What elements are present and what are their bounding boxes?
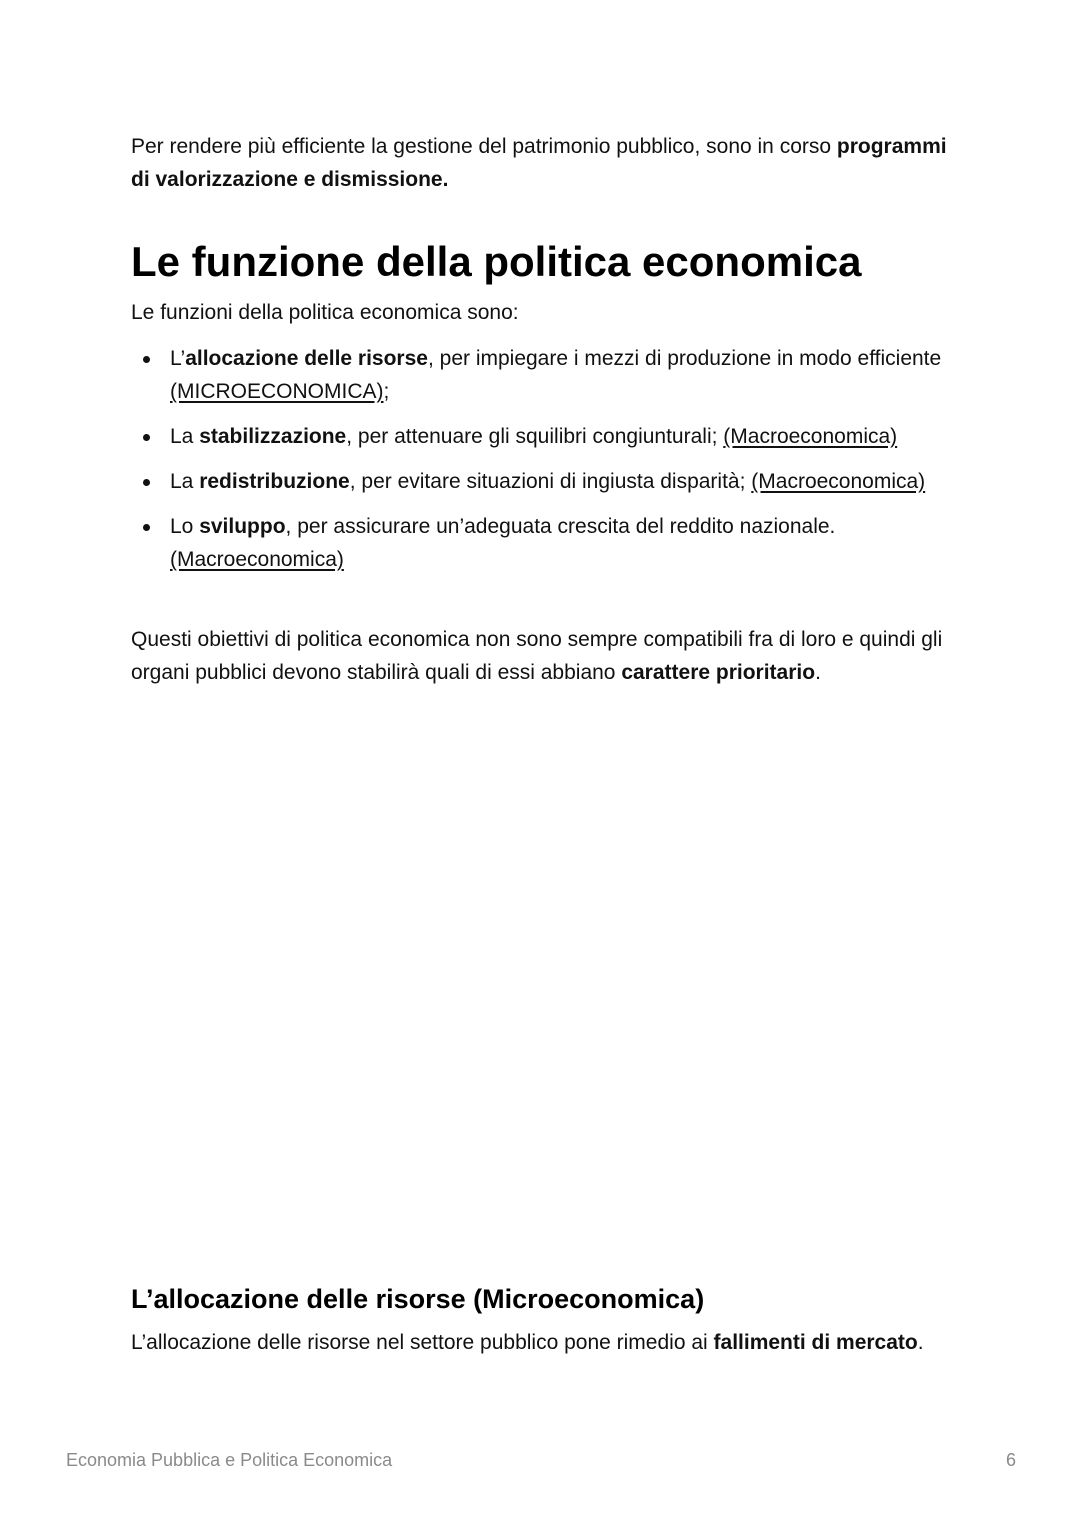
- list-item: [131, 420, 961, 453]
- section-heading: Le funzione della politica economica: [131, 238, 862, 285]
- item-prefix: L’: [170, 347, 186, 370]
- subsection-bold: fallimenti di mercato: [713, 1331, 918, 1354]
- item-prefix: La: [170, 425, 200, 448]
- section-lead: Le funzioni della politica economica sono:: [131, 301, 519, 324]
- page-number: 6: [1005, 1450, 1016, 1470]
- subsection-end: .: [917, 1331, 924, 1354]
- item-text: , per evitare situazioni di ingiusta disparità;: [349, 470, 752, 493]
- item-bold: stabilizzazione: [199, 425, 347, 448]
- bullet-icon: [143, 356, 150, 363]
- item-text: , per attenuare gli squilibri congiunturali;: [346, 425, 724, 448]
- item-text: , per assicurare un’adeguata crescita del reddito nazionale.: [285, 515, 836, 538]
- list-item: [131, 510, 961, 576]
- item-text: , per impiegare i mezzi di produzione in modo efficiente: [427, 347, 942, 370]
- list-item: [131, 342, 961, 408]
- intro-bold: programmi di valorizzazione e dismissione.: [131, 135, 947, 191]
- item-suffix: ;: [383, 380, 390, 403]
- item-tag: (Macroeconomica): [170, 548, 344, 571]
- intro-text: Per rendere più efficiente la gestione del patrimonio pubblico, sono in corso: [131, 135, 837, 158]
- item-prefix: Lo: [170, 515, 200, 538]
- item-bold: sviluppo: [199, 515, 286, 538]
- list-item: [131, 465, 961, 498]
- intro-paragraph: [131, 130, 961, 196]
- item-prefix: La: [170, 470, 200, 493]
- item-tag: (Macroeconomica): [723, 425, 898, 448]
- item-tag: (MICROECONOMICA): [170, 380, 384, 403]
- bullet-icon: [143, 479, 150, 486]
- bullet-icon: [143, 434, 150, 441]
- subsection-text: L’allocazione delle risorse nel settore pubblico pone rimedio ai: [131, 1331, 714, 1354]
- closing-paragraph: [131, 623, 961, 689]
- closing-end: .: [815, 661, 821, 684]
- subsection-paragraph: [131, 1326, 961, 1359]
- item-bold: redistribuzione: [199, 470, 350, 493]
- item-bold: allocazione delle risorse: [185, 347, 428, 370]
- closing-text: Questi obiettivi di politica economica non sono sempre compatibili fra di loro e quindi gli organi pubblici devono stabilirà quali di essi abbiano: [131, 628, 943, 684]
- subsection-heading: L’allocazione delle risorse (Microeconomica): [131, 1284, 705, 1314]
- functions-list: [131, 342, 961, 588]
- item-tag: (Macroeconomica): [751, 470, 926, 493]
- footer-title: Economia Pubblica e Politica Economica: [66, 1450, 393, 1470]
- closing-bold: carattere prioritario: [621, 661, 816, 684]
- bullet-icon: [143, 524, 150, 531]
